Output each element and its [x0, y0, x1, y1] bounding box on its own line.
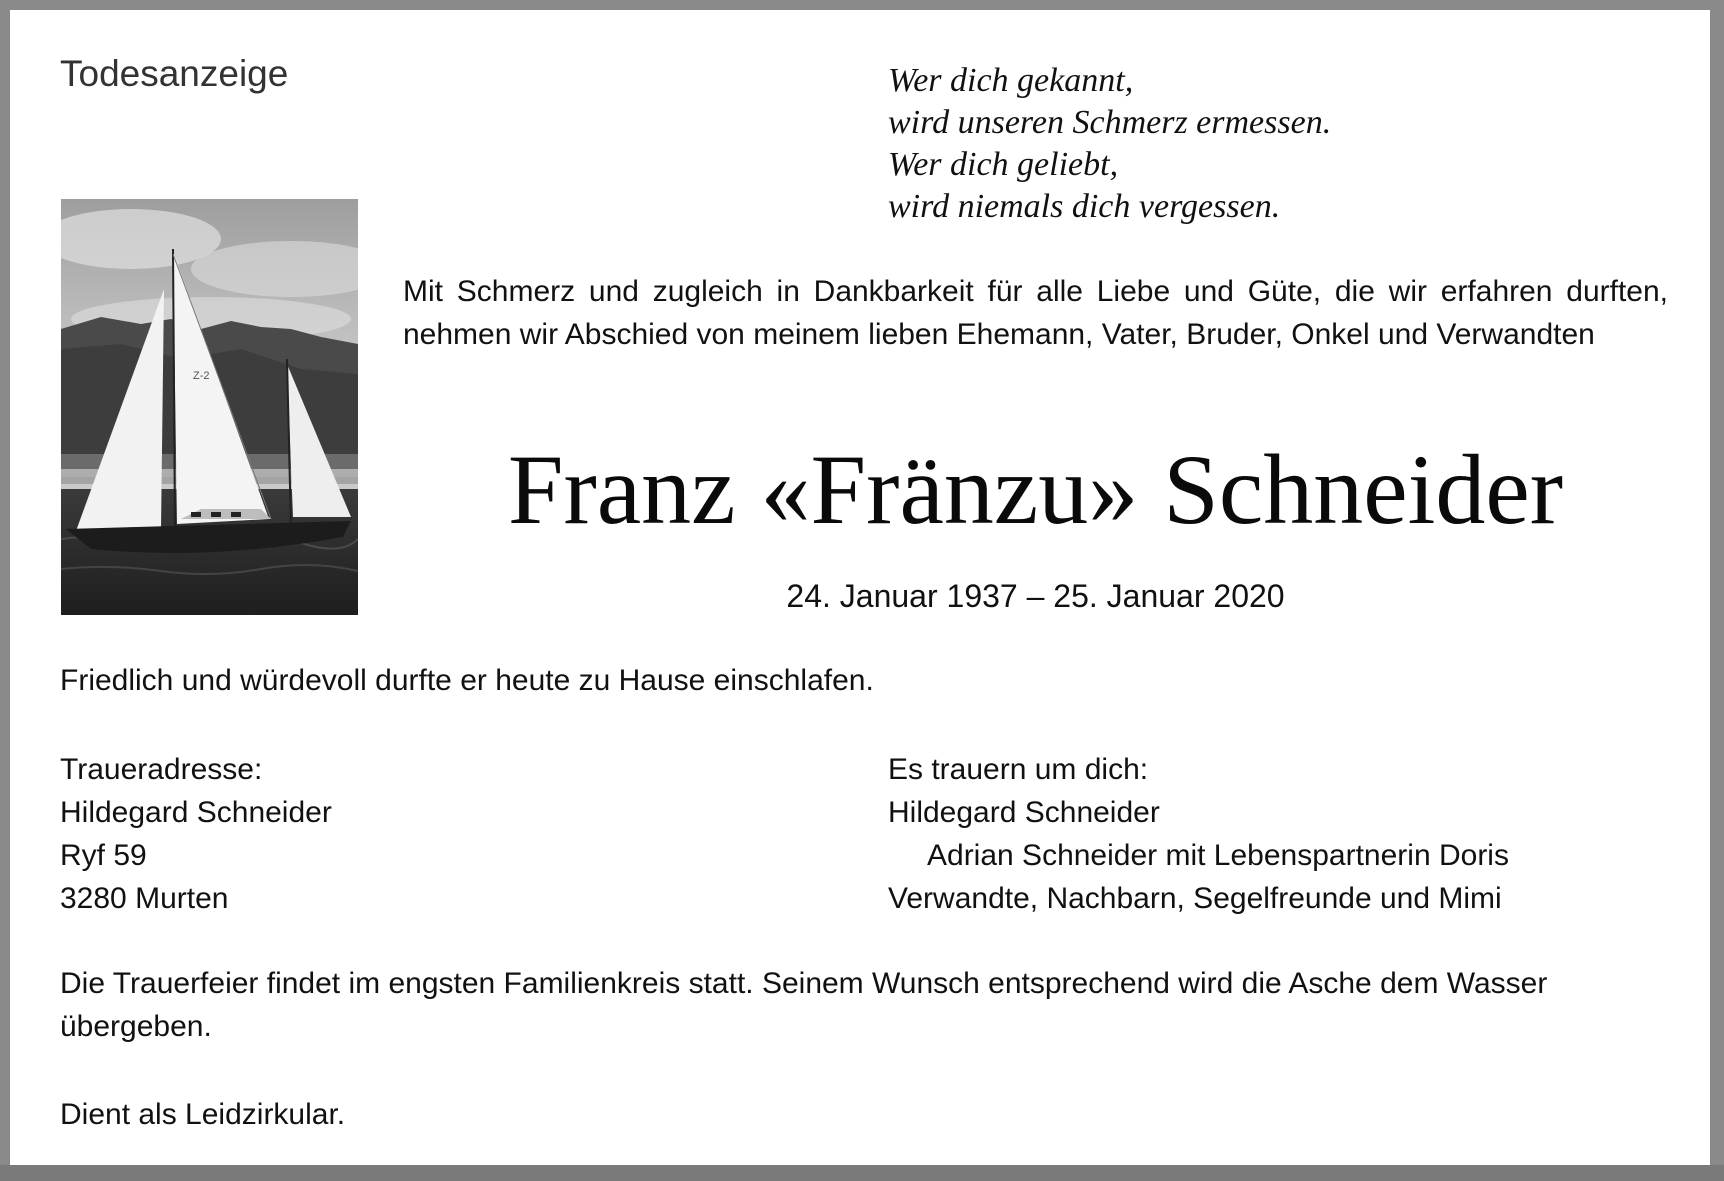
funeral-ceremony-text: Die Trauerfeier findet im engsten Familienkreis statt. Seinem Wunsch entsprechend wird die Asche dem Wasser übergeben. [60, 967, 1548, 1043]
intro-paragraph: Mit Schmerz und zugleich in Dankbarkeit für alle Liebe und Güte, die wir erfahren durften, nehmen wir Abschied von meinem lieben Ehemann, Vater, Bruder, Onkel und Verwandten [403, 275, 1668, 351]
poem-line: wird niemals dich vergessen. [888, 188, 1281, 225]
peaceful-passing-text: Friedlich und würdevoll durfte er heute zu Hause einschlafen. [60, 664, 874, 697]
mourners-block [888, 748, 1668, 920]
poem-line: Wer dich gekannt, [888, 62, 1134, 99]
mourner-line: Adrian Schneider mit Lebenspartnerin Doris [927, 839, 1509, 872]
circular-note: Dient als Leidzirkular. [60, 1098, 346, 1131]
address-heading: Traueradresse: [60, 753, 263, 786]
mourning-address-block [60, 748, 800, 920]
poem-line: Wer dich geliebt, [888, 146, 1119, 183]
life-dates: 24. Januar 1937 – 25. Januar 2020 [786, 578, 1285, 614]
notice-type-label: Todesanzeige [60, 53, 289, 94]
sailboat-photo [61, 199, 358, 615]
sail-number: Z-2 [193, 370, 210, 382]
address-city: 3280 Murten [60, 882, 229, 915]
mourner-line: Hildegard Schneider [888, 796, 1160, 829]
address-street: Ryf 59 [60, 839, 147, 872]
mourner-line: Verwandte, Nachbarn, Segelfreunde und Mimi [888, 882, 1502, 915]
memorial-poem [888, 60, 1668, 228]
poem-line: wird unseren Schmerz ermessen. [888, 104, 1332, 141]
obituary-page [10, 10, 1710, 1165]
bottom-border [0, 1165, 1724, 1181]
mourners-heading: Es trauern um dich: [888, 753, 1149, 786]
deceased-name: Franz «Fränzu» Schneider [507, 434, 1564, 545]
address-name: Hildegard Schneider [60, 796, 332, 829]
